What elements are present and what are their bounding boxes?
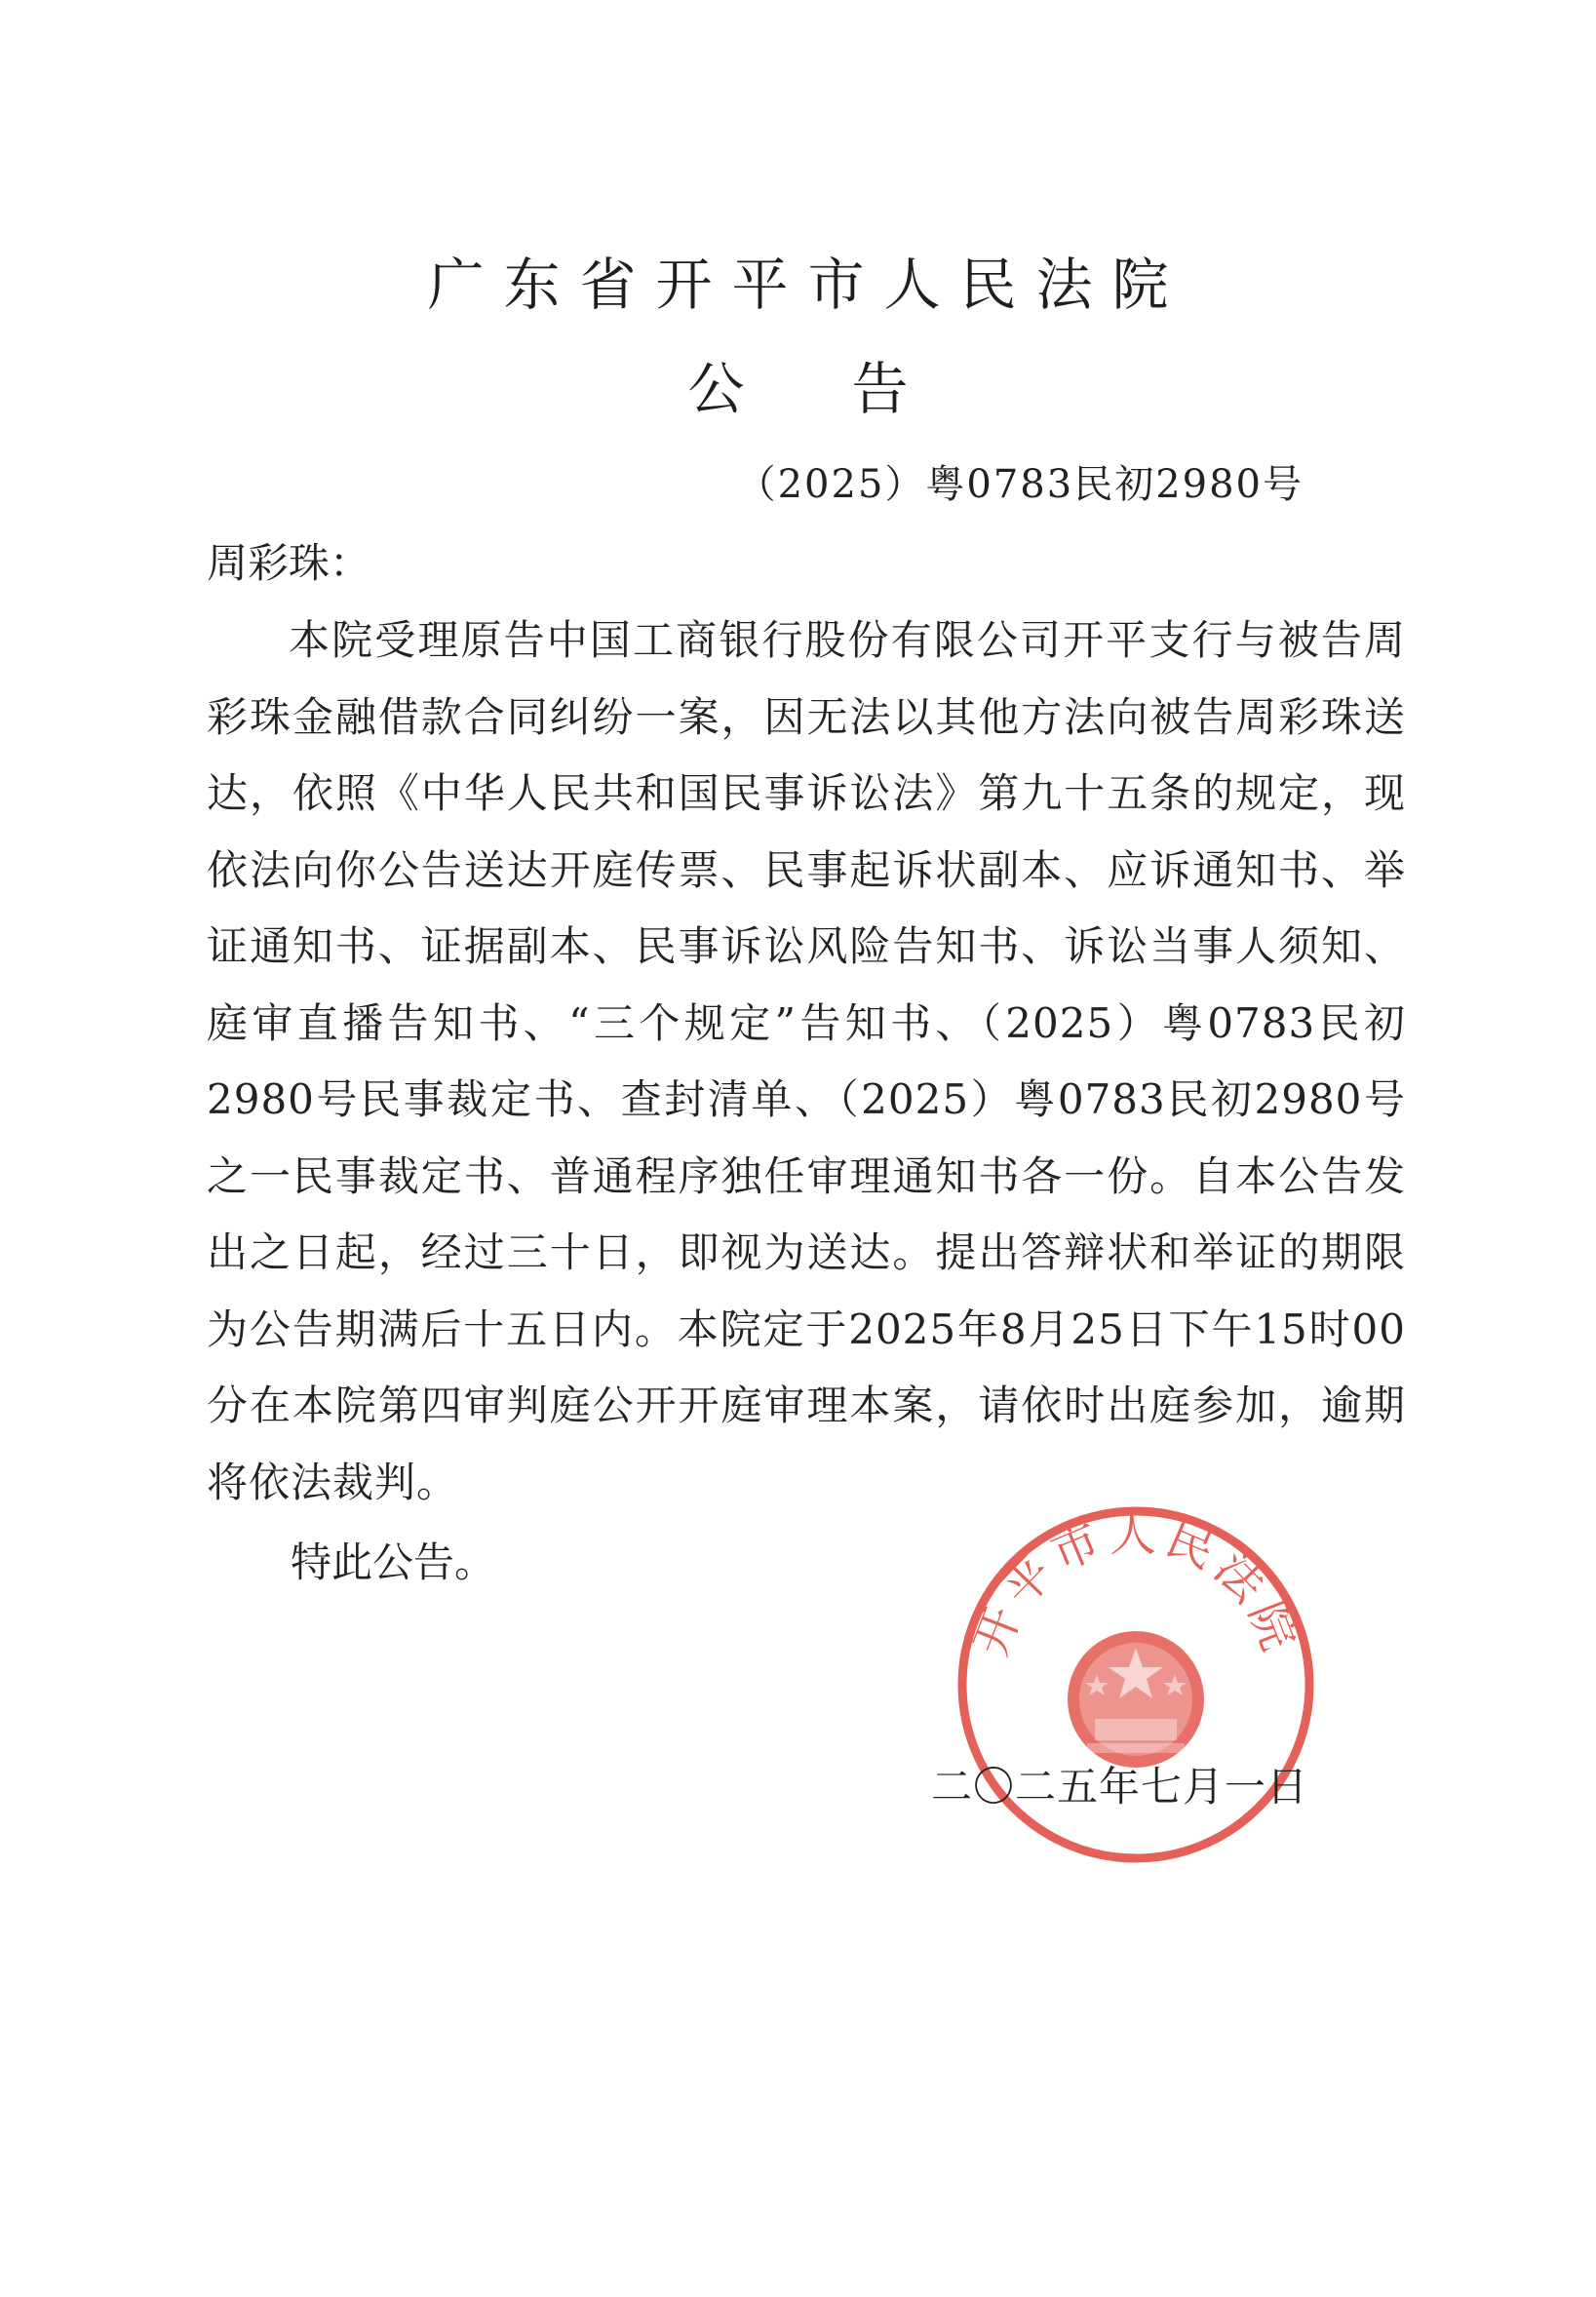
court-name: 广东省开平市人民法院 bbox=[427, 252, 1188, 318]
case-number: （2025）粤0783民初2980号 bbox=[736, 462, 1304, 507]
document-title: 公告 bbox=[687, 356, 1016, 422]
seal-text: 开平市人民法院 bbox=[963, 1507, 1308, 1663]
emblem-icon bbox=[1068, 1631, 1204, 1768]
notice-body: 本院受理原告中国工商银行股份有限公司开平支行与被告周彩珠金融借款合同纠纷一案，因无法以其他方法向被告周彩珠送达，依照《中华人民共和国民事诉讼法》第九十五条的规定，现依法向你公告送达开庭传票、民事起诉状副本、应诉通知书、举证通知书、证据副本、民事诉讼风险告知书、诉讼当事人须知、庭审直播告知书、“三个规定”告知书、（2025）粤0783民初2980号民事裁定书、查封清单、（2025）粤0783民初2980号之一民事裁定书、普通程序独任审理通知书各一份。自本公告发出之日起，经过三十日，即视为送达。提出答辩状和举证的期限为公告期满后十五日内。本院定于2025年8月25日下午15时00分在本院第四审判庭公开开庭审理本案，请依时出庭参加，逾期将依法裁判。 bbox=[207, 616, 1406, 1506]
issue-date: 二〇二五年七月一日 bbox=[931, 1763, 1309, 1810]
closing-line: 特此公告。 bbox=[291, 1538, 496, 1586]
addressee: 周彩珠： bbox=[207, 539, 371, 587]
court-seal bbox=[951, 1499, 1321, 1870]
